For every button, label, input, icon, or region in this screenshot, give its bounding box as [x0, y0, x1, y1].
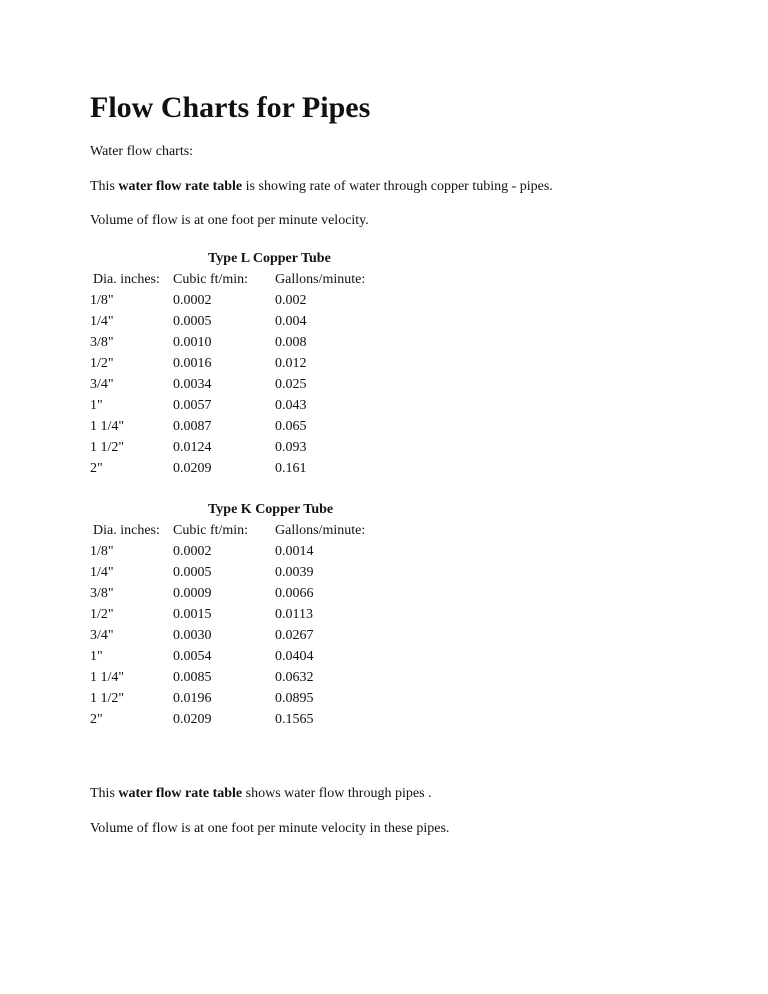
cell-diameter: 2"	[90, 712, 103, 727]
cell-gallons: 0.0014	[275, 544, 314, 559]
cell-gallons: 0.0895	[275, 691, 314, 706]
cell-gallons: 0.043	[275, 398, 307, 413]
cell-gallons: 0.1565	[275, 712, 314, 727]
cell-gallons: 0.025	[275, 377, 307, 392]
paragraph-3-bold: water flow rate table	[118, 786, 243, 801]
cell-diameter: 1/4"	[90, 314, 114, 329]
cell-gallons: 0.161	[275, 461, 307, 476]
cell-diameter: 1 1/2"	[90, 691, 125, 706]
cell-diameter: 1"	[90, 649, 103, 664]
page-title: Flow Charts for Pipes	[90, 91, 371, 124]
paragraph-1-bold: water flow rate table	[118, 179, 243, 194]
paragraph-1	[90, 178, 553, 196]
column-header-cubic-ft: Cubic ft/min:	[173, 272, 249, 287]
cell-diameter: 1/8"	[90, 293, 114, 308]
cell-diameter: 1/2"	[90, 356, 114, 371]
cell-gallons: 0.0039	[275, 565, 314, 580]
cell-gallons: 0.004	[275, 314, 307, 329]
column-header-gallons: Gallons/minute:	[275, 272, 366, 287]
column-header-gallons: Gallons/minute:	[275, 523, 366, 538]
cell-cubic-ft: 0.0009	[173, 586, 212, 601]
cell-cubic-ft: 0.0054	[173, 649, 212, 664]
paragraph-3	[90, 785, 432, 803]
cell-diameter: 3/4"	[90, 377, 114, 392]
paragraph-2: Volume of flow is at one foot per minute velocity.	[90, 213, 369, 228]
paragraph-4: Volume of flow is at one foot per minute velocity in these pipes.	[90, 821, 450, 836]
cell-diameter: 2"	[90, 461, 103, 476]
cell-cubic-ft: 0.0002	[173, 293, 212, 308]
paragraph-1-rest: is showing rate of water through copper tubing - pipes.	[242, 179, 553, 194]
cell-cubic-ft: 0.0085	[173, 670, 212, 685]
cell-gallons: 0.0632	[275, 670, 314, 685]
cell-diameter: 1/4"	[90, 565, 114, 580]
cell-cubic-ft: 0.0030	[173, 628, 212, 643]
cell-gallons: 0.093	[275, 440, 307, 455]
table-caption-type-l: Type L Copper Tube	[208, 251, 331, 266]
cell-cubic-ft: 0.0016	[173, 356, 212, 371]
cell-gallons: 0.002	[275, 293, 307, 308]
cell-gallons: 0.012	[275, 356, 307, 371]
cell-diameter: 1 1/4"	[90, 419, 125, 434]
cell-cubic-ft: 0.0209	[173, 461, 212, 476]
cell-diameter: 3/8"	[90, 335, 114, 350]
cell-cubic-ft: 0.0087	[173, 419, 212, 434]
paragraph-1-lead: This	[90, 179, 119, 194]
paragraph-3-rest: shows water flow through pipes .	[242, 786, 432, 801]
cell-cubic-ft: 0.0015	[173, 607, 212, 622]
cell-diameter: 1/2"	[90, 607, 114, 622]
paragraph-3-lead: This	[90, 786, 119, 801]
cell-gallons: 0.0404	[275, 649, 314, 664]
cell-diameter: 3/8"	[90, 586, 114, 601]
cell-diameter: 1 1/4"	[90, 670, 125, 685]
cell-cubic-ft: 0.0124	[173, 440, 212, 455]
cell-gallons: 0.0066	[275, 586, 314, 601]
table-caption-type-k: Type K Copper Tube	[208, 502, 334, 517]
cell-diameter: 1 1/2"	[90, 440, 125, 455]
cell-cubic-ft: 0.0010	[173, 335, 212, 350]
cell-gallons: 0.0113	[275, 607, 313, 622]
cell-cubic-ft: 0.0196	[173, 691, 212, 706]
cell-cubic-ft: 0.0005	[173, 565, 212, 580]
cell-cubic-ft: 0.0057	[173, 398, 212, 413]
column-header-cubic-ft: Cubic ft/min:	[173, 523, 249, 538]
cell-diameter: 1/8"	[90, 544, 114, 559]
cell-diameter: 1"	[90, 398, 103, 413]
cell-gallons: 0.065	[275, 419, 307, 434]
intro-text: Water flow charts:	[90, 144, 194, 159]
column-header-diameter: Dia. inches:	[93, 523, 160, 538]
cell-cubic-ft: 0.0034	[173, 377, 212, 392]
column-header-diameter: Dia. inches:	[93, 272, 160, 287]
cell-cubic-ft: 0.0005	[173, 314, 212, 329]
cell-cubic-ft: 0.0002	[173, 544, 212, 559]
cell-cubic-ft: 0.0209	[173, 712, 212, 727]
cell-gallons: 0.008	[275, 335, 307, 350]
cell-gallons: 0.0267	[275, 628, 314, 643]
cell-diameter: 3/4"	[90, 628, 114, 643]
